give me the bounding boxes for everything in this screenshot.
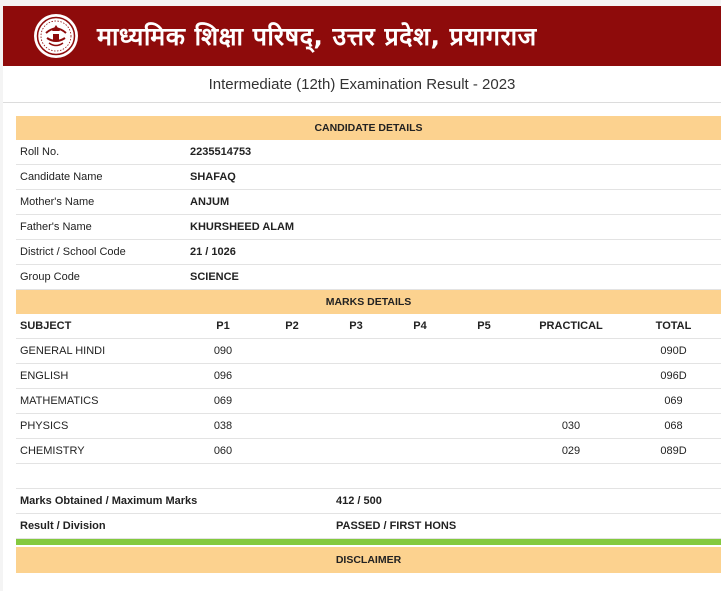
- field-value: 21 / 1026: [186, 240, 721, 265]
- field-label: District / School Code: [16, 240, 186, 265]
- divider-green: [16, 539, 721, 547]
- marks-row-chemistry: [16, 439, 721, 464]
- mark-p2: [260, 414, 324, 439]
- subject-name: CHEMISTRY: [16, 439, 186, 464]
- summary-result-label: Result / Division: [16, 514, 324, 539]
- mark-p3: [324, 339, 388, 364]
- field-label: Father's Name: [16, 215, 186, 240]
- summary-marks-value: 412 / 500: [324, 489, 721, 514]
- field-label: Roll No.: [16, 140, 186, 165]
- col-header-p2: P2: [260, 314, 324, 339]
- col-header-subject: SUBJECT: [16, 314, 186, 339]
- col-header-total: TOTAL: [626, 314, 721, 339]
- mark-p4: [388, 439, 452, 464]
- mark-total: 069: [626, 389, 721, 414]
- candidate-row-district: [16, 240, 721, 265]
- disclaimer-title: DISCLAIMER: [16, 546, 721, 573]
- mark-p2: [260, 439, 324, 464]
- mark-p4: [388, 364, 452, 389]
- mark-p4: [388, 414, 452, 439]
- field-value: 2235514753: [186, 140, 721, 165]
- candidate-row-group: [16, 265, 721, 290]
- spacer-cell: [16, 464, 721, 489]
- subject-name: MATHEMATICS: [16, 389, 186, 414]
- summary-row-marks: [16, 489, 721, 514]
- subject-name: GENERAL HINDI: [16, 339, 186, 364]
- mark-p5: [452, 414, 516, 439]
- field-label: Group Code: [16, 265, 186, 290]
- col-header-practical: PRACTICAL: [516, 314, 626, 339]
- divider-cell: [16, 539, 721, 547]
- mark-p5: [452, 439, 516, 464]
- board-title: माध्यमिक शिक्षा परिषद्, उत्तर प्रदेश, प्रयागराज: [97, 22, 537, 51]
- candidate-row-name: [16, 165, 721, 190]
- subject-name: ENGLISH: [16, 364, 186, 389]
- mark-practical: [516, 389, 626, 414]
- mark-p1: 060: [186, 439, 260, 464]
- field-label: Candidate Name: [16, 165, 186, 190]
- candidate-details-title: CANDIDATE DETAILS: [16, 116, 721, 140]
- col-header-p3: P3: [324, 314, 388, 339]
- mark-p3: [324, 414, 388, 439]
- mark-p1: 090: [186, 339, 260, 364]
- result-table: [16, 116, 721, 573]
- col-header-p4: P4: [388, 314, 452, 339]
- mark-p5: [452, 389, 516, 414]
- marks-column-headers: [16, 314, 721, 339]
- mark-p4: [388, 389, 452, 414]
- mark-p1: 069: [186, 389, 260, 414]
- marks-details-title: MARKS DETAILS: [16, 290, 721, 315]
- marks-row-general-hindi: [16, 339, 721, 364]
- disclaimer-header: [16, 546, 721, 573]
- candidate-row-roll: [16, 140, 721, 165]
- candidate-row-father: [16, 215, 721, 240]
- field-value: SHAFAQ: [186, 165, 721, 190]
- mark-total: 068: [626, 414, 721, 439]
- site-header: [3, 6, 721, 66]
- mark-p5: [452, 364, 516, 389]
- col-header-p1: P1: [186, 314, 260, 339]
- candidate-details-header: [16, 116, 721, 140]
- summary-row-result: [16, 514, 721, 539]
- mark-p2: [260, 339, 324, 364]
- mark-practical: [516, 339, 626, 364]
- mark-practical: 029: [516, 439, 626, 464]
- field-value: ANJUM: [186, 190, 721, 215]
- mark-p2: [260, 389, 324, 414]
- mark-p3: [324, 364, 388, 389]
- summary-result-value: PASSED / FIRST HONS: [324, 514, 721, 539]
- mark-total: 096D: [626, 364, 721, 389]
- exam-title: Intermediate (12th) Examination Result - 2023: [3, 66, 721, 103]
- mark-practical: 030: [516, 414, 626, 439]
- mark-total: 090D: [626, 339, 721, 364]
- marks-row-mathematics: [16, 389, 721, 414]
- col-header-p5: P5: [452, 314, 516, 339]
- field-value: SCIENCE: [186, 265, 721, 290]
- mark-p3: [324, 439, 388, 464]
- candidate-row-mother: [16, 190, 721, 215]
- mark-p5: [452, 339, 516, 364]
- marks-spacer-row: [16, 464, 721, 489]
- field-label: Mother's Name: [16, 190, 186, 215]
- mark-p1: 038: [186, 414, 260, 439]
- field-value: KHURSHEED ALAM: [186, 215, 721, 240]
- marks-row-physics: [16, 414, 721, 439]
- mark-practical: [516, 364, 626, 389]
- up-board-emblem-icon: [33, 13, 79, 59]
- mark-p1: 096: [186, 364, 260, 389]
- marks-details-header: [16, 290, 721, 315]
- marks-row-english: [16, 364, 721, 389]
- mark-p4: [388, 339, 452, 364]
- mark-p3: [324, 389, 388, 414]
- mark-p2: [260, 364, 324, 389]
- summary-marks-label: Marks Obtained / Maximum Marks: [16, 489, 324, 514]
- result-content: [3, 103, 721, 591]
- subject-name: PHYSICS: [16, 414, 186, 439]
- mark-total: 089D: [626, 439, 721, 464]
